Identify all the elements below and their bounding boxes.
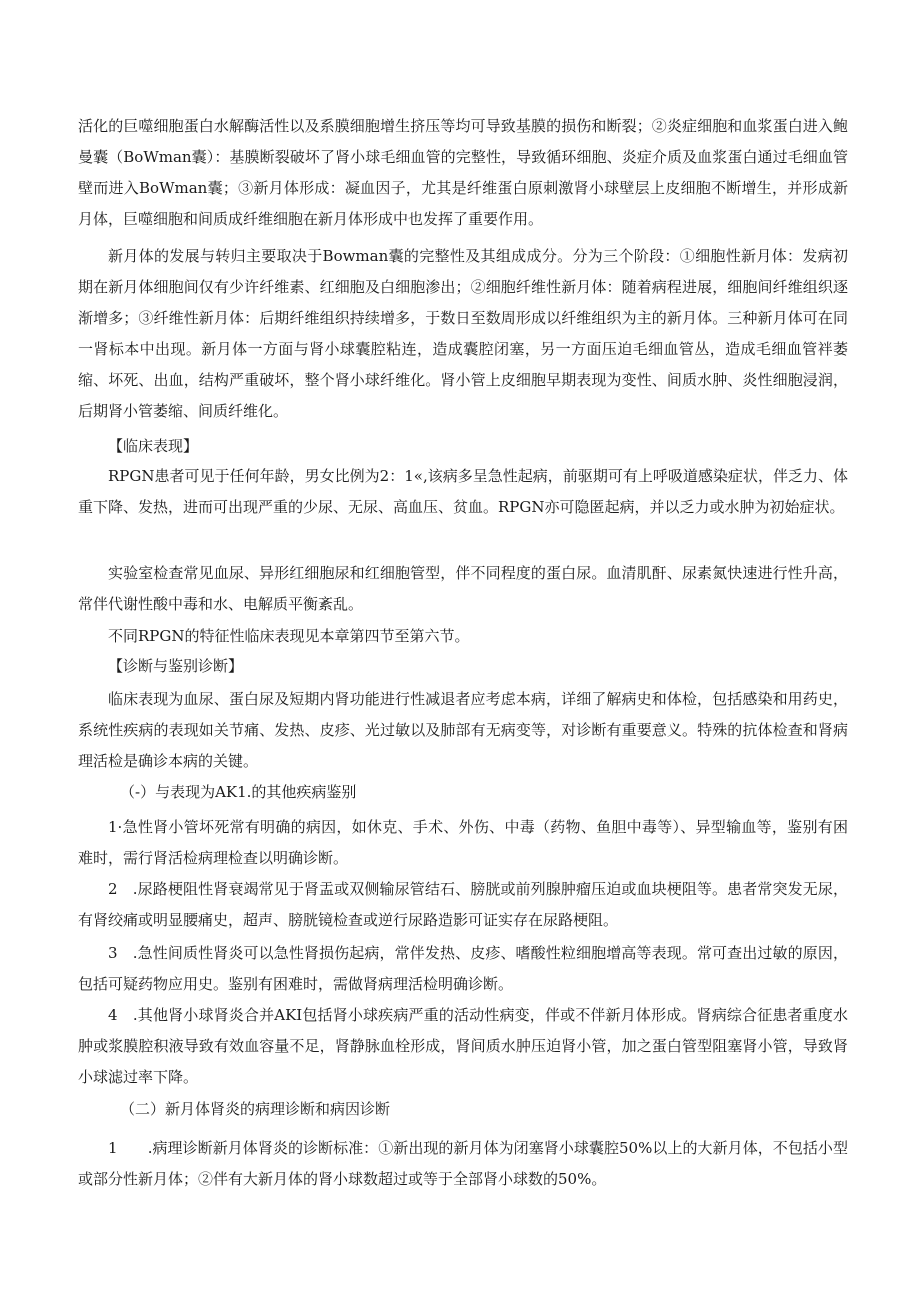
list-item-2: 2 .尿路梗阻性肾衰竭常见于肾盂或双侧输尿管结石、膀胱或前列腺肿瘤压迫或血块梗阻等。患者常突发无尿，有肾绞痛或明显腰痛史，超声、膀胱镜检查或逆行尿路造影可证实存在尿路梗阻。 (78, 880, 848, 929)
paragraph-clinical-lab: 实验室检查常见血尿、异形红细胞尿和红细胞管型，伴不同程度的蛋白尿。血清肌酐、尿素氮快速进行性升高，常伴代谢性酸中毒和水、电解质平衡紊乱。 (78, 564, 848, 613)
list-item-3: 3 .急性间质性肾炎可以急性肾损伤起病，常伴发热、皮疹、嗜酸性粒细胞增高等表现。常可查出过敏的原因，包括可疑药物应用史。鉴别有困难时，需做肾病理活检明确诊断。 (78, 944, 848, 993)
paragraph-crescent-stages: 新月体的发展与转归主要取决于Bowman囊的完整性及其组成成分。分为三个阶段：①细胞性新月体：发病初期在新月体细胞间仅有少许纤维素、红细胞及白细胞渗出；②细胞纤维性新月体：随着病程进展，细胞间纤维组织逐渐增多；③纤维性新月体：后期纤维组织持续增多，于数日至数周形成以纤维组织为主的新月体。三种新月体可在同一肾标本中出现。新月体一方面与肾小球囊腔粘连，造成囊腔闭塞，另一方面压迫毛细血管丛，造成毛细血管袢萎缩、坏死、出血，结构严重破坏，整个肾小球纤维化。肾小管上皮细胞早期表现为变性、间质水肿、炎性细胞浸润，后期肾小管萎缩、间质纤维化。 (78, 247, 848, 420)
paragraph-diagnosis: 临床表现为血尿、蛋白尿及短期内肾功能进行性减退者应考虑本病，详细了解病史和体检，包括感染和用药史，系统性疾病的表现如关节痛、发热、皮疹、光过敏以及肺部有无病变等，对诊断有重要意义。特殊的抗体检查和肾病理活检是确诊本病的关键。 (78, 690, 848, 770)
paragraph-clinical-ref: 不同RPGN的特征性临床表现见本章第四节至第六节。 (108, 627, 470, 645)
list-item-4: 4 .其他肾小球肾炎合并AKI包括肾小球疾病严重的活动性病变，伴或不伴新月体形成。肾病综合征患者重度水肿或浆膜腔积液导致有效血容量不足，肾静脉血栓形成，肾间质水肿压迫肾小管，加之蛋白管型阻塞肾小管，导致肾小球滤过率下降。 (78, 1006, 848, 1086)
list-item-1: 1·急性肾小管坏死常有明确的病因，如休克、手术、外伤、中毒（药物、鱼胆中毒等）、异型输血等，鉴别有困难时，需行肾活检病理检查以明确诊断。 (78, 818, 848, 867)
paragraph-pathology-criteria: 1 .病理诊断新月体肾炎的诊断标准：①新出现的新月体为闭塞肾小球囊腔50%以上的大新月体，不包括小型或部分性新月体；②伴有大新月体的肾小球数超过或等于全部肾小球数的50%。 (78, 1139, 848, 1188)
paragraph-clinical-1: RPGN患者可见于任何年龄，男女比例为2：1«,该病多呈急性起病，前驱期可有上呼吸道感染症状，伴乏力、体重下降、发热，进而可出现严重的少尿、无尿、高血压、贫血。RPGN亦可隐匿起病，并以乏力或水肿为初始症状。 (78, 467, 848, 516)
paragraph-crescent-mechanism: 活化的巨噬细胞蛋白水解酶活性以及系膜细胞增生挤压等均可导致基膜的损伤和断裂；②炎症细胞和血浆蛋白进入鲍曼囊（BoWman囊）：基膜断裂破坏了肾小球毛细血管的完整性，导致循环细胞、炎症介质及血浆蛋白通过毛细血管壁而进入BoWman囊；③新月体形成：凝血因子，尤其是纤维蛋白原刺激肾小球壁层上皮细胞不断增生，并形成新月体，巨噬细胞和间质成纤维细胞在新月体形成中也发挥了重要作用。 (78, 117, 848, 228)
heading-clinical: 【临床表现】 (108, 437, 199, 455)
subheading-aki-differential: （-）与表现为AK1.的其他疾病鉴别 (120, 783, 357, 801)
subheading-pathology: （二）新月体肾炎的病理诊断和病因诊断 (120, 1100, 391, 1118)
heading-diagnosis: 【诊断与鉴别诊断】 (108, 657, 244, 675)
